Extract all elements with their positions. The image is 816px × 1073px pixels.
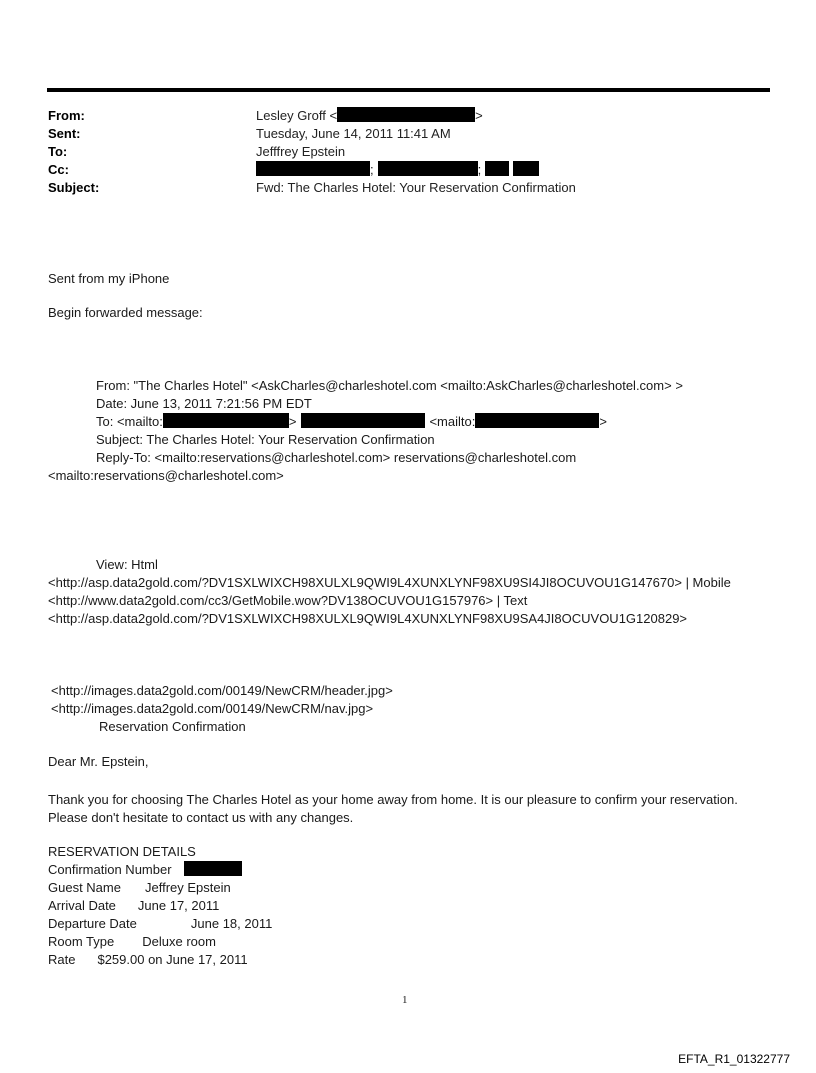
room-type-value: Deluxe room bbox=[142, 934, 216, 949]
arrival-row bbox=[48, 897, 219, 915]
subject-value: Fwd: The Charles Hotel: Your Reservation Confirmation bbox=[256, 180, 576, 195]
from-suffix: > bbox=[475, 108, 483, 123]
redaction-box bbox=[301, 413, 425, 428]
room-type-label: Room Type bbox=[48, 934, 115, 949]
redaction-box bbox=[378, 161, 478, 176]
confirmation-row bbox=[48, 861, 242, 879]
fwd-to-mailto: <mailto: bbox=[429, 414, 476, 429]
from-name: Lesley Groff < bbox=[256, 108, 338, 123]
fwd-reply-to: Reply-To: <mailto:reservations@charleshotel.com> reservations@charleshotel.com bbox=[96, 450, 577, 465]
sent-value: Tuesday, June 14, 2011 11:41 AM bbox=[256, 126, 451, 141]
from-label: From: bbox=[48, 108, 85, 123]
fwd-from: From: "The Charles Hotel" <AskCharles@charleshotel.com <mailto:AskCharles@charleshotel.com> > bbox=[96, 378, 683, 393]
details-heading: RESERVATION DETAILS bbox=[48, 844, 196, 859]
redaction-box bbox=[513, 161, 539, 176]
header-image-link[interactable]: <http://images.data2gold.com/00149/NewCRM/header.jpg> bbox=[51, 683, 393, 698]
bates-stamp: EFTA_R1_01322777 bbox=[678, 1052, 790, 1066]
to-value: Jefffrey Epstein bbox=[256, 144, 346, 159]
subject-label: Subject: bbox=[48, 180, 100, 195]
sent-label: Sent: bbox=[48, 126, 81, 141]
link-html[interactable]: <http://asp.data2gold.com/?DV1SXLWIXCH98XULXL9QWI9L4XUNXLYNF98XU9SI4JI8OCUVOU1G147670> | Mobile bbox=[48, 575, 731, 590]
rate-label: Rate bbox=[48, 952, 76, 967]
fwd-to-prefix: To: <mailto: bbox=[96, 414, 163, 429]
room-type-row bbox=[48, 933, 216, 951]
fwd-reply-to-cont: <mailto:reservations@charleshotel.com> bbox=[48, 468, 284, 483]
to-label: To: bbox=[48, 144, 68, 159]
page-number: 1 bbox=[402, 994, 408, 1006]
arrival-value: June 17, 2011 bbox=[137, 898, 220, 913]
view-html: View: Html bbox=[96, 557, 158, 572]
cc-value bbox=[256, 161, 539, 179]
cc-label: Cc: bbox=[48, 162, 69, 177]
guest-name-label: Guest Name bbox=[48, 880, 121, 895]
redaction-box bbox=[163, 413, 289, 428]
reservation-title: Reservation Confirmation bbox=[99, 719, 246, 734]
departure-label: Departure Date bbox=[48, 916, 137, 931]
departure-value: June 18, 2011 bbox=[190, 916, 273, 931]
fwd-to bbox=[96, 413, 607, 431]
link-text[interactable]: <http://asp.data2gold.com/?DV1SXLWIXCH98XULXL9QWI9L4XUNXLYNF98XU9SA4JI8OCUVOU1G120829> bbox=[48, 611, 688, 626]
guest-name-row bbox=[48, 879, 231, 897]
greeting: Dear Mr. Epstein, bbox=[48, 754, 149, 769]
rate-row bbox=[48, 951, 248, 969]
redaction-box bbox=[256, 161, 370, 176]
nav-image-link[interactable]: <http://images.data2gold.com/00149/NewCRM/nav.jpg> bbox=[51, 701, 374, 716]
guest-name-value: Jeffrey Epstein bbox=[144, 880, 231, 895]
confirmation-label: Confirmation Number bbox=[48, 862, 172, 877]
fwd-date: Date: June 13, 2011 7:21:56 PM EDT bbox=[96, 396, 312, 411]
letter-line-2: Please don't hesitate to contact us with any changes. bbox=[48, 810, 354, 825]
fwd-to-sep: > bbox=[288, 414, 297, 429]
fwd-subject: Subject: The Charles Hotel: Your Reservation Confirmation bbox=[96, 432, 435, 447]
rate-value: $259.00 on June 17, 2011 bbox=[97, 952, 248, 967]
begin-forwarded: Begin forwarded message: bbox=[48, 305, 203, 320]
sent-from-iphone: Sent from my iPhone bbox=[48, 271, 170, 286]
header-divider bbox=[47, 88, 770, 92]
fwd-to-end: > bbox=[599, 414, 607, 429]
cc-separator-2: ; bbox=[477, 162, 482, 177]
redaction-box bbox=[475, 413, 599, 428]
link-mobile[interactable]: <http://www.data2gold.com/cc3/GetMobile.wow?DV138OCUVOU1G157976> | Text bbox=[48, 593, 528, 608]
from-value bbox=[256, 107, 483, 125]
arrival-label: Arrival Date bbox=[48, 898, 116, 913]
redaction-box bbox=[184, 861, 242, 876]
letter-line-1: Thank you for choosing The Charles Hotel as your home away from home. It is our pleasure to confirm your reservation. bbox=[48, 792, 738, 807]
cc-separator-1: ; bbox=[370, 162, 374, 177]
redaction-box bbox=[337, 107, 475, 122]
departure-row bbox=[48, 915, 272, 933]
redaction-box bbox=[485, 161, 509, 176]
